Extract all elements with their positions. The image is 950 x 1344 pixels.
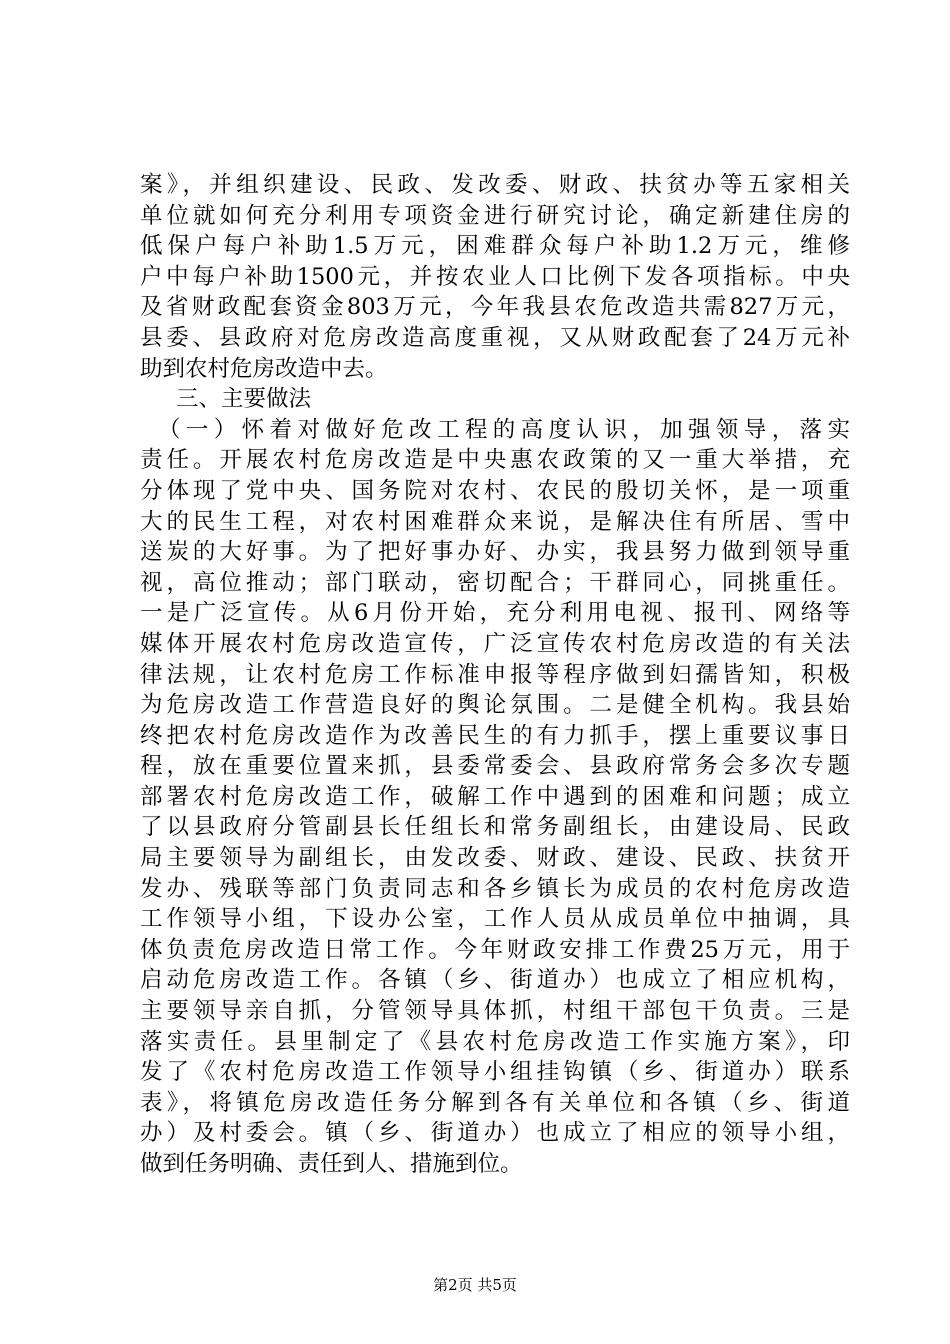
text-line: 办）及村委会。镇（乡、街道办）也成立了相应的领导小组， bbox=[140, 1120, 850, 1147]
text-line: 局主要领导为副组长，由发改委、财政、建设、民政、扶贫开 bbox=[140, 845, 850, 872]
text-line: 发了《农村危房改造工作领导小组挂钩镇（乡、街道办）联系 bbox=[140, 1059, 850, 1086]
text-line: 终把农村危房改造作为改善民生的有力抓手，摆上重要议事日 bbox=[140, 722, 850, 749]
text-line: 大的民生工程，对农村困难群众来说，是解决住有所居、雪中 bbox=[140, 508, 850, 535]
paragraph-measures bbox=[140, 415, 850, 1180]
text-line: 分体现了党中央、国务院对农村、农民的殷切关怀，是一项重 bbox=[140, 477, 850, 504]
text-line: 落实责任。县里制定了《县农村危房改造工作实施方案》，印 bbox=[140, 1028, 850, 1055]
text-line: 部署农村危房改造工作，破解工作中遇到的困难和问题；成立 bbox=[140, 783, 850, 810]
text-line: 做到任务明确、责任到人、措施到位。 bbox=[140, 1151, 523, 1177]
text-line: 主要领导亲自抓，分管领导具体抓，村组干部包干负责。三是 bbox=[140, 998, 850, 1025]
text-line: 媒体开展农村危房改造宣传，广泛宣传农村危房改造的有关法 bbox=[140, 630, 850, 657]
text-line: 发办、残联等部门负责同志和各乡镇长为成员的农村危房改造 bbox=[140, 875, 850, 902]
text-line: 助到农村危房改造中去。 bbox=[140, 355, 388, 382]
text-line: 表》，将镇危房改造任务分解到各有关单位和各镇（乡、街道 bbox=[140, 1089, 850, 1116]
text-line: 工作领导小组，下设办公室，工作人员从成员单位中抽调，具 bbox=[140, 906, 850, 933]
text-line: 案》，并组织建设、民政、发改委、财政、扶贫办等五家相关 bbox=[140, 172, 850, 198]
text-line: 送炭的大好事。为了把好事办好、办实，我县努力做到领导重 bbox=[140, 539, 850, 566]
text-line: 视，高位推动；部门联动，密切配合；干群同心，同挑重任。 bbox=[140, 569, 850, 596]
text-line: 为危房改造工作营造良好的舆论氛围。二是健全机构。我县始 bbox=[140, 692, 850, 719]
text-line: 单位就如何充分利用专项资金进行研究讨论，确定新建住房的 bbox=[140, 202, 850, 229]
text-line: 体负责危房改造日常工作。今年财政安排工作费25万元，用于 bbox=[140, 936, 850, 963]
paragraph-funding bbox=[140, 170, 850, 384]
text-line: 及省财政配套资金803万元，今年我县农危改造共需827万元， bbox=[140, 294, 850, 321]
text-line: 责任。开展农村危房改造是中央惠农政策的又一重大举措，充 bbox=[140, 447, 850, 474]
document-body bbox=[140, 170, 850, 1180]
text-line: 程，放在重要位置来抓，县委常委会、县政府常务会多次专题 bbox=[140, 753, 850, 780]
text-line: 一是广泛宣传。从6月份开始，充分利用电视、报刊、网络等 bbox=[140, 600, 850, 627]
text-line: 律法规，让农村危房工作标准申报等程序做到妇孺皆知，积极 bbox=[140, 661, 850, 688]
text-line: 启动危房改造工作。各镇（乡、街道办）也成立了相应机构， bbox=[140, 967, 850, 994]
text-line: 户中每户补助1500元，并按农业人口比例下发各项指标。中央 bbox=[140, 263, 850, 290]
section-heading: 三、主要做法 bbox=[176, 386, 312, 413]
text-line: 了以县政府分管副县长任组长和常务副组长，由建设局、民政 bbox=[140, 814, 850, 841]
text-line: 县委、县政府对危房改造高度重视，又从财政配套了24万元补 bbox=[140, 324, 850, 351]
text-line: （一）怀着对做好危改工程的高度认识，加强领导，落实 bbox=[158, 416, 850, 443]
page-number-footer: 第2页 共5页 bbox=[433, 1276, 517, 1294]
text-line: 低保户每户补助1.5万元，困难群众每户补助1.2万元，维修 bbox=[140, 233, 850, 260]
